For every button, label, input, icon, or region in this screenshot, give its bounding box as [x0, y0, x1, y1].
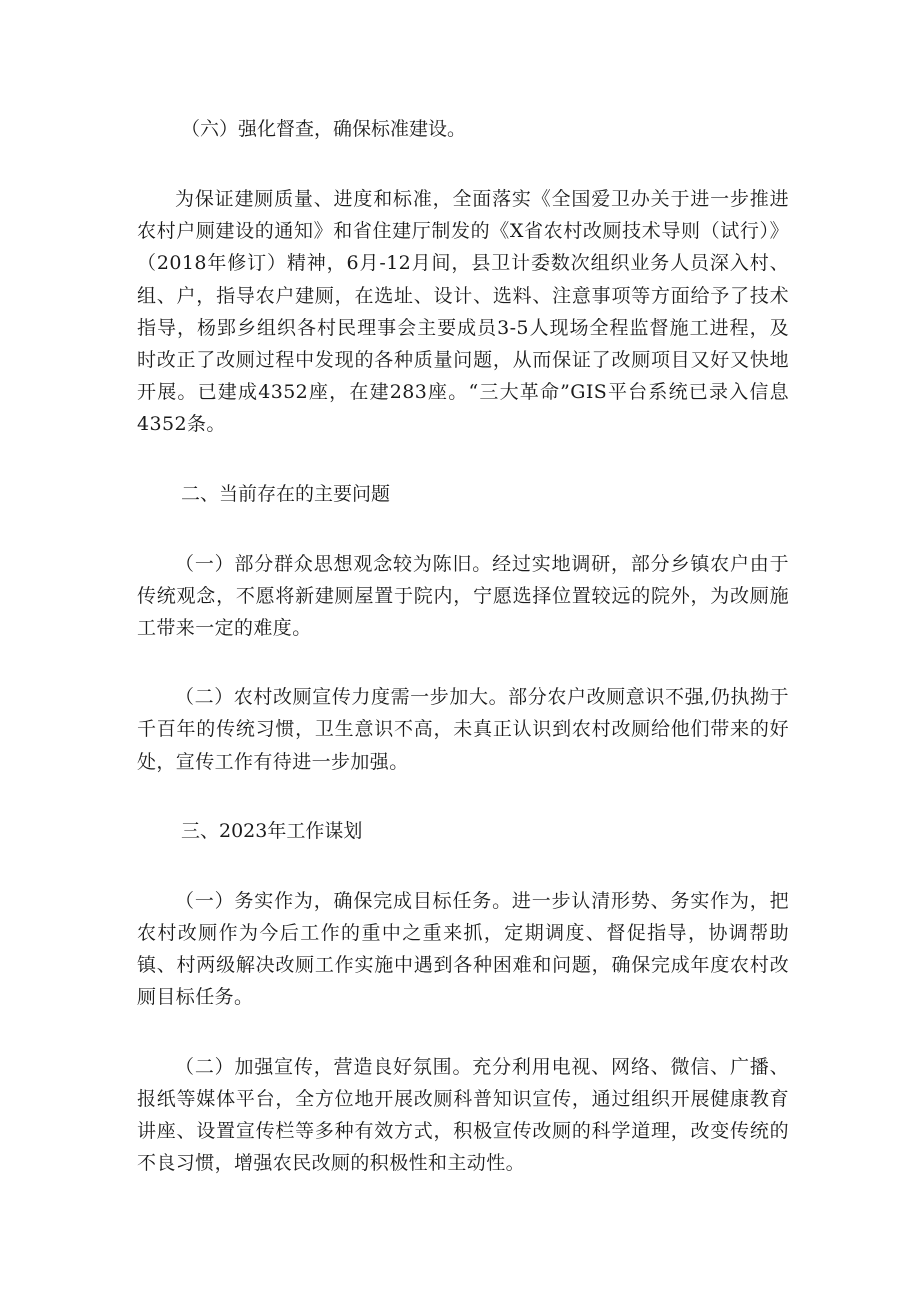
document-body — [137, 113, 789, 1179]
section-heading-plan: 三、2023年工作谋划 — [181, 819, 363, 842]
spacer — [137, 847, 789, 885]
paragraph-supervision: 为保证建厕质量、进度和标准，全面落实《全国爱卫办关于进一步推进农村户厕建设的通知》和省住建厅制发的《X省农村改厕技术导则（试行）》（2018年修订）精神，6月-12月间，县卫计委数次组织业务人员深入村、组、户，指导农户建厕，在选址、设计、选料、注意事项等方面给予了技术指导，杨郢乡组织各村民理事会主要成员3-5人现场全程监督施工进程，及时改正了改厕过程中发现的各种质量问题，从而保证了改厕项目又好又快地开展。已建成4352座，在建283座。“三大革命”GIS平台系统已录入信息4352条。 — [137, 188, 789, 436]
paragraph-problem-two: （二）农村改厕宣传力度需一步加大。部分农户改厕意识不强,仍执拗于千百年的传统习惯，卫生意识不高，未真正认识到农村改厕给他们带来的好处，宣传工作有待进一步加强。 — [137, 686, 789, 773]
spacer — [137, 644, 789, 681]
section-heading-problems: 二、当前存在的主要问题 — [181, 482, 391, 505]
spacer — [137, 441, 789, 478]
spacer — [137, 145, 789, 183]
paragraph-problem-one: （一）部分群众思想观念较为陈旧。经过实地调研，部分乡镇农户由于传统观念，不愿将新建厕屋置于院内，宁愿选择位置较远的院外，为改厕施工带来一定的难度。 — [137, 552, 789, 640]
spacer — [137, 778, 789, 815]
spacer — [137, 1014, 789, 1051]
paragraph-plan-two: （二）加强宣传，营造良好氛围。充分利用电视、网络、微信、广播、报纸等媒体平台，全方位地开展改厕科普知识宣传，通过组织开展健康教育讲座、设置宣传栏等多种有效方式，积极宣传改厕的科学道理，改变传统的不良习惯，增强农民改厕的积极性和主动性。 — [137, 1055, 789, 1175]
spacer — [137, 510, 789, 548]
section-heading-six: （六）强化督查，确保标准建设。 — [181, 118, 467, 140]
paragraph-plan-one: （一）务实作为，确保完成目标任务。进一步认清形势、务实作为，把农村改厕作为今后工作的重中之重来抓，定期调度、督促指导，协调帮助镇、村两级解决改厕工作实施中遇到各种困难和问题，确保完成年度农村改厕目标任务。 — [137, 889, 789, 1009]
